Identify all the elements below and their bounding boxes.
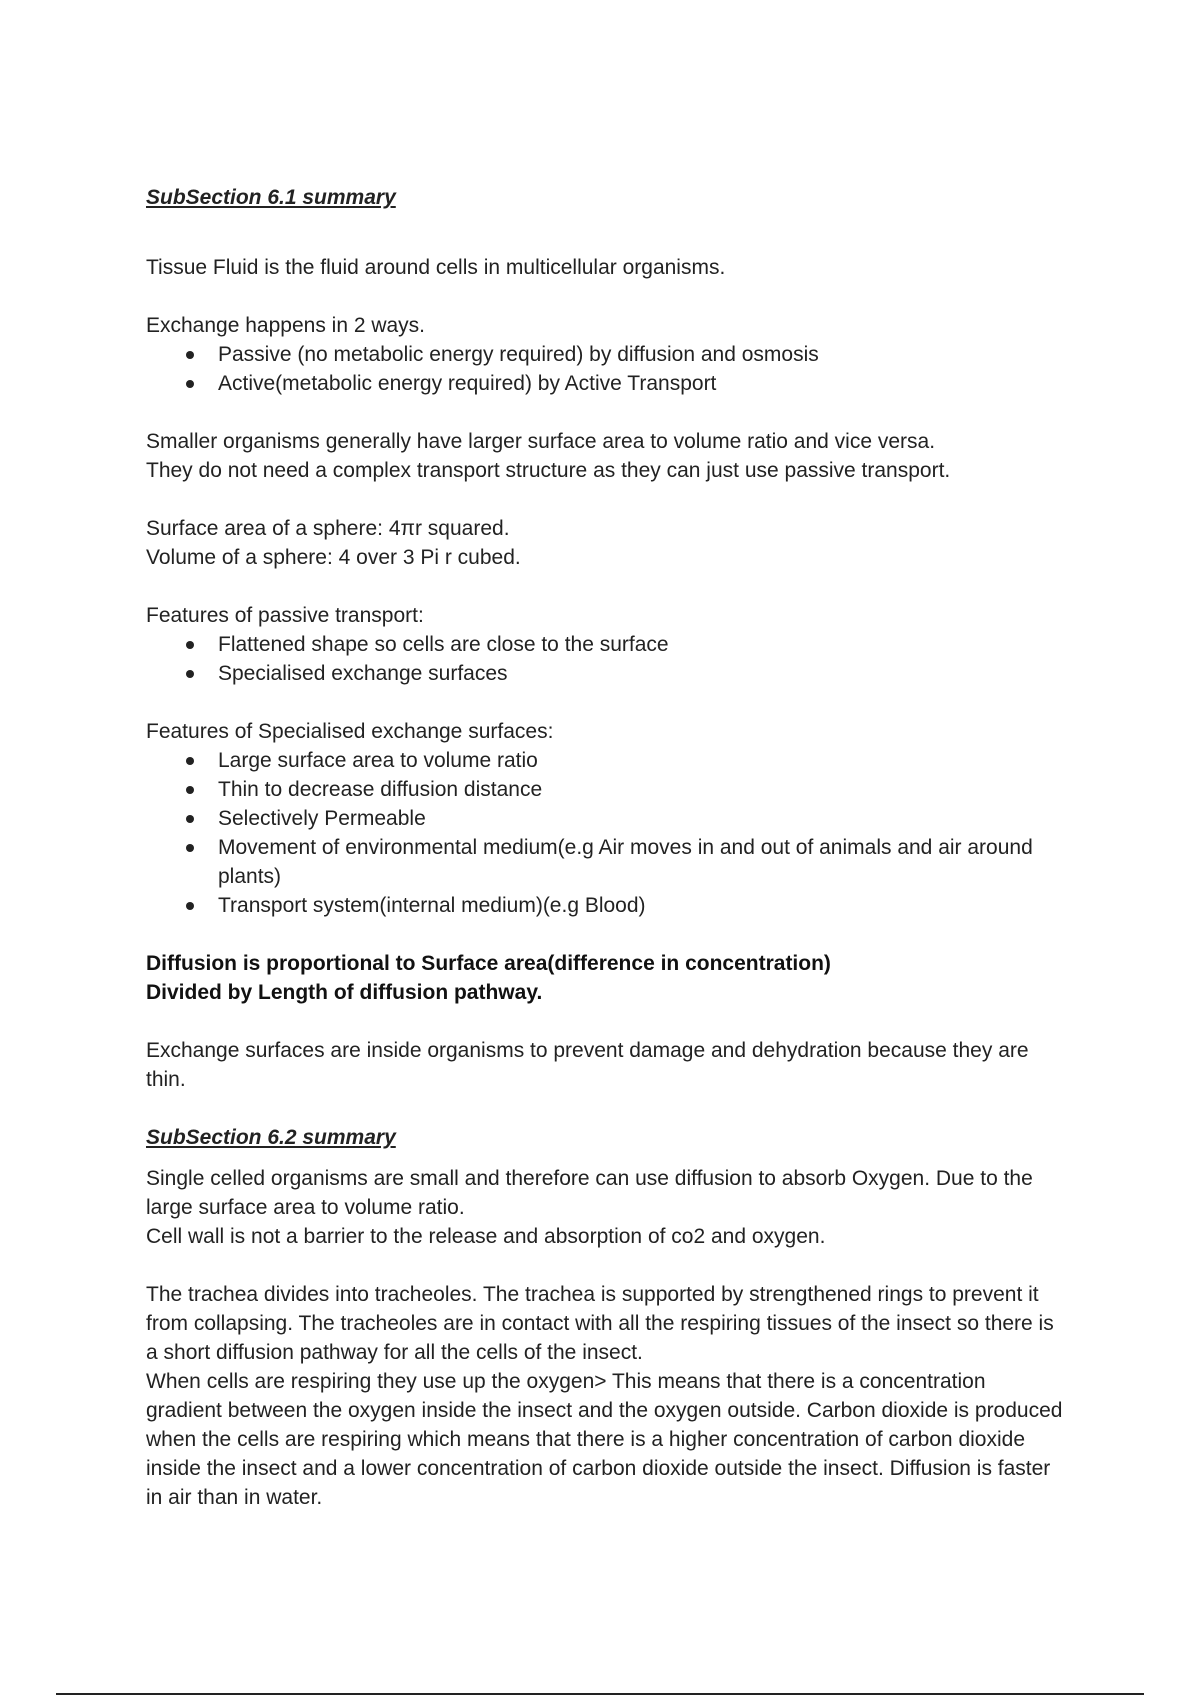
paragraph-cell-wall: Cell wall is not a barrier to the release and absorption of co2 and oxygen. [146, 1225, 826, 1248]
list-item: Passive (no metabolic energy required) by diffusion and osmosis [146, 340, 1066, 369]
list-item: Specialised exchange surfaces [146, 659, 1066, 688]
paragraph-sphere-volume: Volume of a sphere: 4 over 3 Pi r cubed. [146, 546, 521, 569]
bullet-icon [186, 380, 194, 388]
list-item: Selectively Permeable [146, 804, 1066, 833]
diffusion-formula-line-1: Diffusion is proportional to Surface area(difference in concentration) [146, 952, 831, 975]
paragraph-specialised-intro: Features of Specialised exchange surfaces: [146, 720, 554, 743]
bullet-icon [186, 786, 194, 794]
list-item: Flattened shape so cells are close to the surface [146, 630, 1066, 659]
bullet-icon [186, 815, 194, 823]
bullet-icon [186, 902, 194, 910]
list-item: Active(metabolic energy required) by Active Transport [146, 369, 1066, 398]
specialised-list [146, 746, 1066, 920]
bullet-icon [186, 670, 194, 678]
list-item: Transport system(internal medium)(e.g Blood) [146, 891, 1066, 920]
bullet-icon [186, 641, 194, 649]
paragraph-exchange-inside: Exchange surfaces are inside organisms to prevent damage and dehydration because they are thin. [146, 1039, 1029, 1091]
document-page [146, 183, 1066, 1512]
bullet-icon [186, 757, 194, 765]
paragraph-respiring: When cells are respiring they use up the oxygen> This means that there is a concentration gradient between the oxygen inside the insect and the oxygen outside. Carbon dioxide is produced when the cells are respiring which means that there is a higher concentration of carbon dioxide inside the insect and a lower concentration of carbon dioxide outside the insect. Diffusion is faster in air than in water. [146, 1370, 1063, 1509]
diffusion-formula-line-2: Divided by Length of diffusion pathway. [146, 981, 543, 1004]
paragraph-smaller-organisms-1: Smaller organisms generally have larger surface area to volume ratio and vice versa. [146, 430, 936, 453]
paragraph-tissue-fluid: Tissue Fluid is the fluid around cells in multicellular organisms. [146, 256, 726, 279]
bullet-icon [186, 844, 194, 852]
bullet-icon [186, 351, 194, 359]
paragraph-trachea: The trachea divides into tracheoles. The trachea is supported by strengthened rings to prevent it from collapsing. The tracheoles are in contact with all the respiring tissues of the insect so there is a short diffusion pathway for all the cells of the insect. [146, 1283, 1054, 1364]
exchange-list [146, 340, 1066, 398]
paragraph-passive-intro: Features of passive transport: [146, 604, 424, 627]
paragraph-exchange-intro: Exchange happens in 2 ways. [146, 314, 426, 337]
paragraph-single-celled: Single celled organisms are small and therefore can use diffusion to absorb Oxygen. Due to the large surface area to volume ratio. [146, 1167, 1033, 1219]
list-item: Large surface area to volume ratio [146, 746, 1066, 775]
paragraph-sphere-area: Surface area of a sphere: 4πr squared. [146, 517, 510, 540]
list-item: Movement of environmental medium(e.g Air moves in and out of animals and air around plants) [146, 833, 1066, 891]
section-heading-6-2: SubSection 6.2 summary [146, 1126, 396, 1149]
section-heading-6-1: SubSection 6.1 summary [146, 186, 396, 209]
paragraph-smaller-organisms-2: They do not need a complex transport structure as they can just use passive transport. [146, 459, 951, 482]
list-item: Thin to decrease diffusion distance [146, 775, 1066, 804]
passive-list [146, 630, 1066, 688]
page-bottom-rule [56, 1693, 1144, 1695]
